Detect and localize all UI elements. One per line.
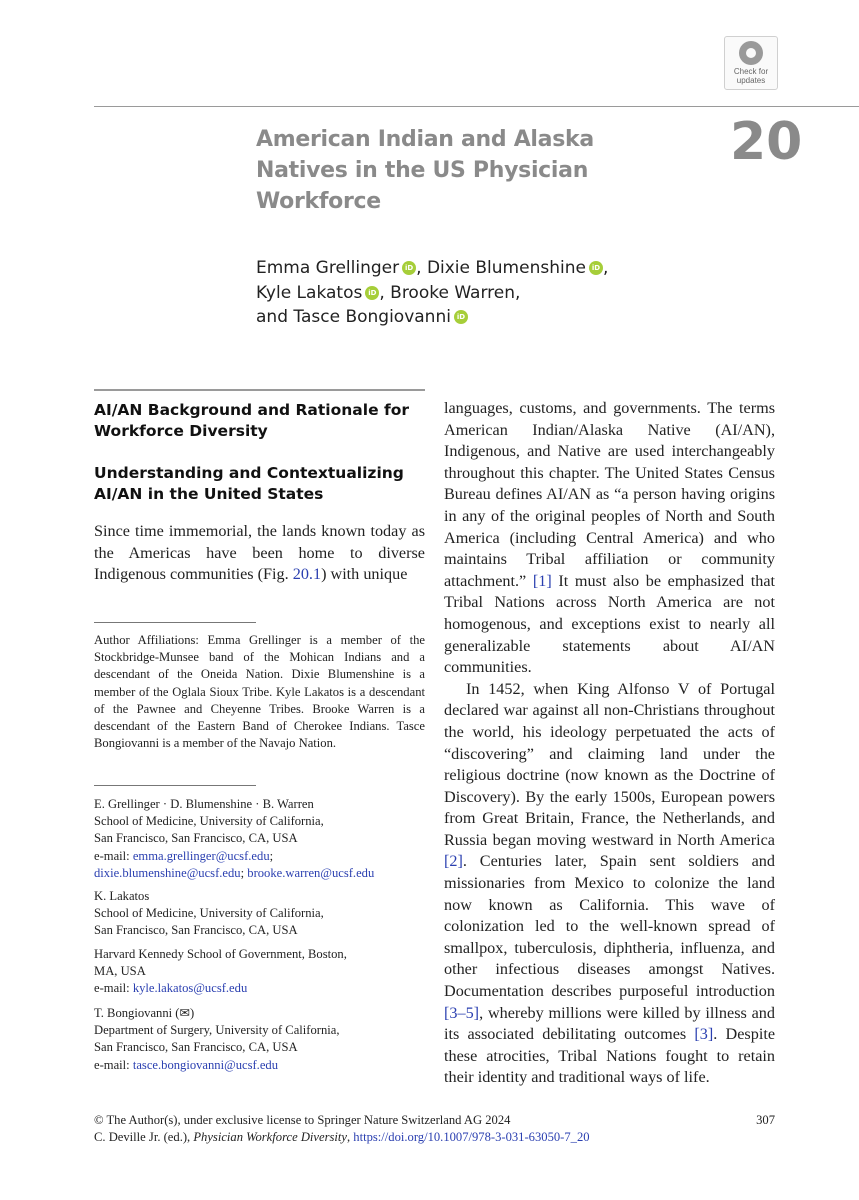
author-name: Tasce Bongiovanni xyxy=(293,307,451,327)
subsection-heading: Understanding and Contextualizing AI/AN in the United States xyxy=(94,464,404,503)
contact-block: E. Grellinger · D. Blumenshine · B. Warren School of Medicine, University of California, San Francisco, San Francisco, CA, USA e-mail: emma.grellinger@ucsf.edu; dixie.blumenshine@ucsf.edu; brooke.warren@ucsf.edu xyxy=(94,797,375,880)
contact-block: T. Bongiovanni (✉) Department of Surgery, University of California, San Francisco, San Francisco, CA, USA e-mail: tasce.bongiovanni@ucsf.edu xyxy=(94,1006,340,1072)
check-for-updates-badge[interactable] xyxy=(724,36,778,90)
orcid-icon[interactable]: iD xyxy=(402,261,416,275)
citation-link[interactable]: [3–5] xyxy=(444,1003,480,1022)
paragraph: In 1452, when King Alfonso V of Portugal declared war against all non-Christians throughout the world, his ideology perpetuated the acts of “discovering” and claiming land under the religious doctrine (now known as the Doctrine of Discovery). By the early 1500s, European powers from Great Britain, France, the Netherlands, and Russia began moving westward in North America [2]. Centuries later, Spain sent soldiers and missionaries from Mexico to colonize the land now known as California. This wave of colonization led to the well-known spread of smallpox, tuberculosis, diphtheria, influenza, and other infectious diseases amongst Natives. Documentation describes purposeful introduction [3–5], whereby millions were killed by illness and its associated debilitating outcomes [3]. Despite these atrocities, Tribal Nations fought to retain their identity and traditional ways of life. xyxy=(444,679,775,1087)
citation-link[interactable]: [2] xyxy=(444,852,463,871)
email-link[interactable]: dixie.blumenshine@ucsf.edu xyxy=(94,865,241,880)
section-divider xyxy=(94,389,425,391)
header-divider xyxy=(94,106,859,107)
chapter-title: American Indian and Alaska Natives in the US Physician Workforce xyxy=(256,127,594,214)
copyright-line: © The Author(s), under exclusive license to Springer Nature Switzerland AG 2024 xyxy=(94,1113,511,1127)
orcid-icon[interactable]: iD xyxy=(365,286,379,300)
doi-link[interactable]: https://doi.org/10.1007/978-3-031-63050-7_20 xyxy=(353,1130,590,1145)
author-name: Brooke Warren, xyxy=(390,282,521,303)
author-name: Dixie Blumenshine xyxy=(426,258,586,278)
page-number: 307 xyxy=(756,1113,775,1127)
author-conjunction: and xyxy=(256,307,288,327)
section-heading: AI/AN Background and Rationale for Workforce Diversity xyxy=(94,401,410,440)
email-link[interactable]: kyle.lakatos@ucsf.edu xyxy=(132,981,248,996)
orcid-icon[interactable]: iD xyxy=(589,261,603,275)
body-text-right xyxy=(444,398,775,1089)
body-text-left: Since time immemorial, the lands known today as the Americas have been home to diverse Indigenous communities (Fig. 20.1) with unique xyxy=(94,522,425,584)
citation-line: C. Deville Jr. (ed.), Physician Workforce Diversity, https://doi.org/10.1007/978-3-031-63050-7_20 xyxy=(94,1130,590,1145)
badge-label: Check for updates xyxy=(733,67,769,85)
author-list: Emma Grellinger iD , Dixie Blumenshine iD , Kyle Lakatos iD , Brooke Warren, and Tasce Bongiovanni iD xyxy=(256,258,609,327)
contact-block: K. Lakatos School of Medicine, University of California, San Francisco, San Francisco, CA, USA xyxy=(94,889,324,938)
paragraph: languages, customs, and governments. The terms American Indian/Alaska Native (AI/AN), Indigenous, and Native are used interchangeably throughout this chapter. The United States Census Bureau defines AI/AN as “a person having origins in any of the original peoples of North and South America (including Central America) and who maintains Tribal affiliation or community attachment.” [1] It must also be emphasized that Tribal Nations across North America are not homogenous, and exceptions exist to nearly all generalizable statements about AI/AN communities. xyxy=(444,399,776,677)
footnote-divider xyxy=(94,622,256,623)
contact-block: Harvard Kennedy School of Government, Boston, MA, USA e-mail: kyle.lakatos@ucsf.edu xyxy=(94,947,347,996)
email-link[interactable]: tasce.bongiovanni@ucsf.edu xyxy=(132,1057,279,1072)
email-link[interactable]: emma.grellinger@ucsf.edu xyxy=(132,848,270,863)
citation-link[interactable]: [1] xyxy=(532,571,552,590)
author-affiliations-note: Author Affiliations: Emma Grellinger is a member of the Stockbridge-Munsee band of the Mohican Indians and a descendant of the Oneida Nation. Dixie Blumenshine is a member of the Oglala Sioux Tribe. Kyle Lakatos is a descendant of the Pawnee and Cheyenne Tribes. Brooke Warren is a descendant of the Eastern Band of Cherokee Indians. Tasce Bongiovanni is a member of the Navajo Nation. xyxy=(94,633,425,751)
book-title: Physician Workforce Diversity xyxy=(193,1130,347,1145)
email-link[interactable]: brooke.warren@ucsf.edu xyxy=(247,865,375,880)
author-name: Emma Grellinger xyxy=(256,258,400,278)
orcid-icon[interactable]: iD xyxy=(454,310,468,324)
contact-divider xyxy=(94,785,256,786)
crossmark-icon xyxy=(739,41,763,65)
chapter-number: 20 xyxy=(730,112,803,172)
page-footer xyxy=(94,1112,775,1146)
citation-link[interactable]: [3] xyxy=(694,1025,714,1044)
author-name: Kyle Lakatos xyxy=(256,282,363,303)
envelope-icon[interactable]: ✉ xyxy=(179,1006,191,1020)
figure-reference-link[interactable]: 20.1 xyxy=(292,565,322,584)
